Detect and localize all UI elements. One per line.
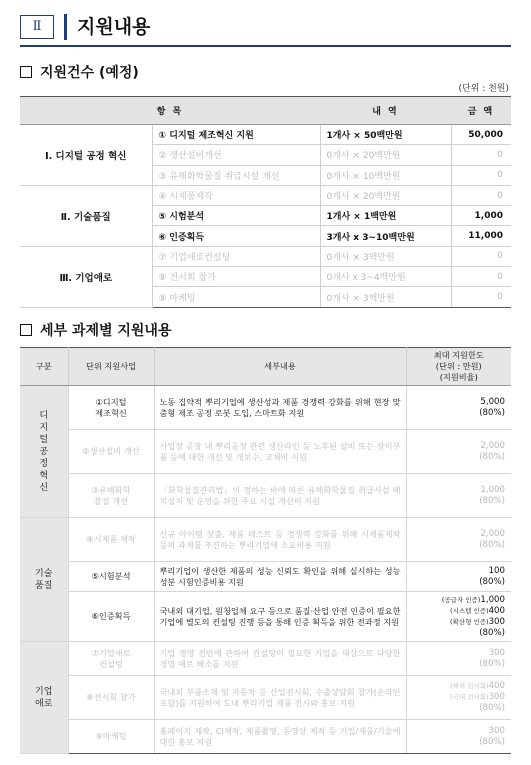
support-limit: 300 (80%) xyxy=(406,720,511,754)
item-name: ⑨ 마케팅 xyxy=(152,287,320,307)
table-row xyxy=(20,676,511,720)
item-amount: 0 xyxy=(451,287,511,307)
page-title: 지원내용 xyxy=(77,16,151,38)
program-detail: 「화학물질관리법」이 정하는 바에 따른 유해화학물질 취급시설 배치설치 및 운영을 위한 주요 시설 개선비 지원 xyxy=(154,474,406,518)
item-name: ⑧ 전시회 참가 xyxy=(152,267,320,287)
support-limit: 300 (80%) xyxy=(406,642,511,676)
group-label: 기업 애로 xyxy=(20,642,68,754)
program-detail: 뿌리기업이 생산한 제품의 성능 신뢰도 확인을 위해 실시하는 성능성분 시험인증비용 지원 xyxy=(154,562,406,592)
header-item: 항 목 xyxy=(20,97,320,125)
header-limit: 최대 지원한도 (단위 : 만원) (지원비율) xyxy=(406,348,511,386)
table-row xyxy=(20,474,511,518)
header-divider-bar xyxy=(64,14,67,40)
item-name: ⑤ 시험분석 xyxy=(152,206,320,226)
header-underline xyxy=(20,45,511,47)
item-description: 0개사 × 20백만원 xyxy=(320,145,451,165)
program-name: ②생산설비 개선 xyxy=(68,430,154,474)
support-limit: 1,000 (80%) xyxy=(406,474,511,518)
item-amount: 0 xyxy=(451,145,511,165)
program-detail: 사업장 공장 내 뿌리공정 관련 생산라인 등 노후된 설비 또는 장비부품 등에 대한 개선 및 개보수, 교체비 지원 xyxy=(154,430,406,474)
item-name: ③ 유해화학물질 취급시설 개선 xyxy=(152,165,320,185)
detail-support-table xyxy=(20,347,511,754)
support-limit: 100 (80%) xyxy=(406,562,511,592)
program-name: ⑥인증획득 xyxy=(68,592,154,642)
program-name: ⑧전시회 참가 xyxy=(68,676,154,720)
header-program: 단위 지원사업 xyxy=(68,348,154,386)
item-name: ④ 시제품제작 xyxy=(152,185,320,205)
support-limit: 2,000 (80%) xyxy=(406,518,511,562)
item-amount: 0 xyxy=(451,246,511,266)
item-name: ⑦ 기업애로컨설팅 xyxy=(152,246,320,266)
item-description: 0개사 × 20백만원 xyxy=(320,185,451,205)
section-title-detail-support: 세부 과제별 지원내용 xyxy=(20,322,171,340)
group-label: 디 지 털 공 정 혁 신 xyxy=(20,386,68,518)
item-description: 0개사 × 3백만원 xyxy=(320,246,451,266)
section-title-support-count: 지원건수 (예정) xyxy=(20,64,139,82)
item-amount: 0 xyxy=(451,267,511,287)
header-amount: 금 액 xyxy=(451,97,511,125)
support-count-table xyxy=(20,96,511,308)
table-row xyxy=(20,720,511,754)
item-description: 0개사 × 3백만원 xyxy=(320,287,451,307)
item-name: ② 생산설비개선 xyxy=(152,145,320,165)
item-description: 1개사 × 50백만원 xyxy=(320,125,451,145)
table-row xyxy=(20,642,511,676)
table-row xyxy=(20,125,511,145)
chapter-number-box: Ⅱ xyxy=(20,15,54,39)
program-name: ⑨마케팅 xyxy=(68,720,154,754)
table-row xyxy=(20,518,511,562)
support-limit: 5,000 (80%) xyxy=(406,386,511,430)
item-amount: 1,000 xyxy=(451,206,511,226)
program-detail: 국내외 대기업, 원청업체 요구 등으로 품질·산업 안전 인증이 필요한 기업에 별도의 컨설팅 진행 등을 통해 인증 획득을 위한 전과정 지원 xyxy=(154,592,406,642)
item-amount: 0 xyxy=(451,165,511,185)
header-group: 구분 xyxy=(20,348,68,386)
program-detail: 국내외 부품소재 및 자동차 등 산업전시회, 수출상담회 참가(온라인 포함)를 지원하여 도내 뿌리기업 제품 전시와 홍보 지원 xyxy=(154,676,406,720)
table-row xyxy=(20,562,511,592)
square-bullet-icon xyxy=(20,66,32,78)
document-header xyxy=(20,13,510,43)
item-name: ⑥ 인증획득 xyxy=(152,226,320,246)
group-label: 기술 품질 xyxy=(20,518,68,642)
item-amount: 0 xyxy=(451,185,511,205)
item-amount: 11,000 xyxy=(451,226,511,246)
table-row xyxy=(20,185,511,205)
item-name: ① 디지털 제조혁신 지원 xyxy=(152,125,320,145)
item-amount: 50,000 xyxy=(451,125,511,145)
item-description: 0개사 × 10백만원 xyxy=(320,165,451,185)
category-label: Ⅱ. 기술품질 xyxy=(20,185,152,246)
support-limit: (해외 전시회)400 (국내 전시회)300 (80%) xyxy=(406,676,511,720)
category-label: Ⅲ. 기업애로 xyxy=(20,246,152,307)
table-row xyxy=(20,386,511,430)
unit-label: (단위 : 천원) xyxy=(458,84,509,94)
square-bullet-icon xyxy=(20,324,32,336)
program-detail: 노동 집약적 뿌리기업에 생산성과 제품 경쟁력 강화를 위해 현장 맞춤형 제조 공정 로봇 도입, 스마트화 지원 xyxy=(154,386,406,430)
item-description: 1개사 × 1백만원 xyxy=(320,206,451,226)
support-limit: (공급자 인증)1,000 (시스템 인증)400 (확산형 인증)300 (80%) xyxy=(406,592,511,642)
program-name: ④시제품 제작 xyxy=(68,518,154,562)
program-name: ③유해화학 물질 개선 xyxy=(68,474,154,518)
program-detail: 신규 아이템 창출, 제품 테스트 등 경쟁력 강화를 위해 시제품제작 등의 과제를 추진하는 뿌리기업에 소요비용 지원 xyxy=(154,518,406,562)
program-detail: 홈페이지 제작, CI제작, 제품촬영, 동영상 제작 등 기업/제품/기술에 대한 홍보 지원 xyxy=(154,720,406,754)
program-detail: 기업 경영 전반에 관하여 컨설팅이 필요한 기업을 대상으로 다양한 경영 애로 해소를 지원 xyxy=(154,642,406,676)
category-label: Ⅰ. 디지털 공정 혁신 xyxy=(20,125,152,186)
header-detail: 세부내용 xyxy=(154,348,406,386)
program-name: ⑦기업애로 컨설팅 xyxy=(68,642,154,676)
table-row xyxy=(20,246,511,266)
table-row xyxy=(20,592,511,642)
item-description: 0개사 x 3~4백만원 xyxy=(320,267,451,287)
program-name: ⑤시험분석 xyxy=(68,562,154,592)
table-row xyxy=(20,430,511,474)
item-description: 3개사 x 3~10백만원 xyxy=(320,226,451,246)
program-name: ①디지털 제조혁신 xyxy=(68,386,154,430)
support-limit: 2,000 (80%) xyxy=(406,430,511,474)
header-description: 내 역 xyxy=(320,97,451,125)
